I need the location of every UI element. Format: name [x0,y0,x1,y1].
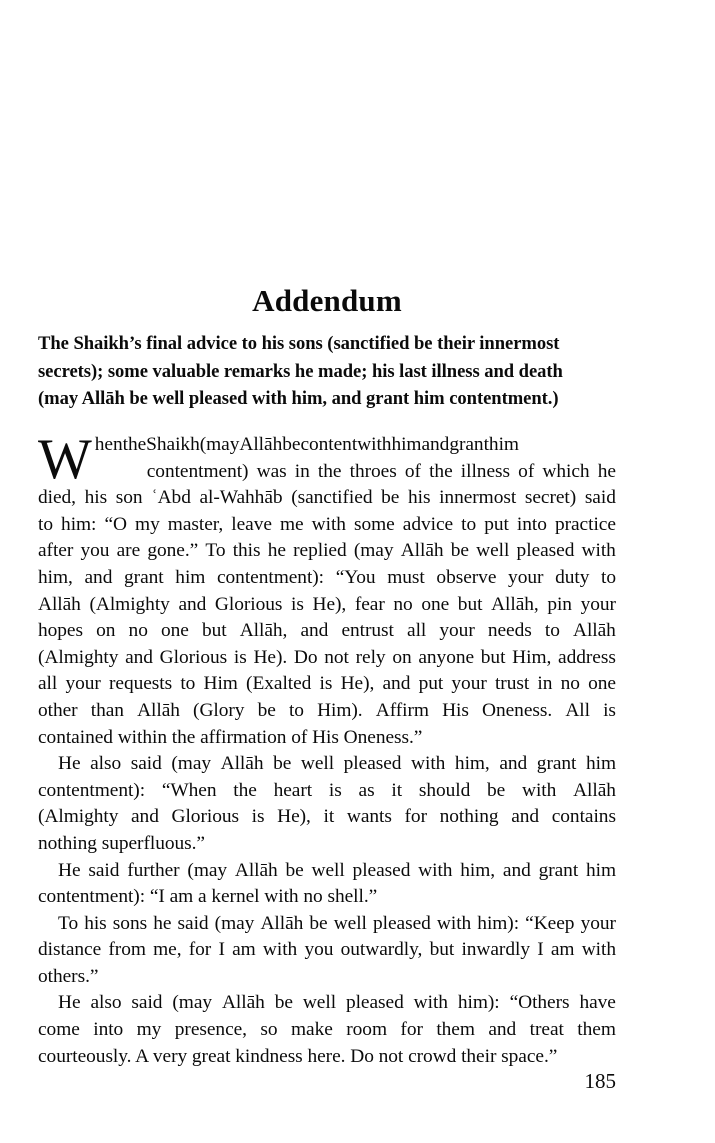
text-line: He also said (may Allāh be well pleased with him, and grant him [58,753,616,775]
text-line: other than Allāh (Glory be to Him). Affirm His Oneness. All is [38,699,616,721]
text-line: (Almighty and Glorious is He). Do not rely on anyone but Him, address [38,646,616,668]
text-line: died, his son ʿAbd al-Wahhāb (sanctified be his innermost secret) said [38,487,616,509]
text-line: come into my presence, so make room for them and treat them [38,1019,616,1041]
subtitle-line: The Shaikh’s final advice to his sons (sanctified be their innermost [38,333,560,354]
text-line: others.” [38,965,99,987]
text-line: distance from me, for I am with you outwardly, but inwardly I am with [38,939,616,961]
paragraph [38,911,616,991]
body-text [38,428,616,1070]
paragraph [38,428,616,751]
text-line: nothing superfluous.” [38,832,205,854]
paragraph [38,990,616,1070]
text-line: To his sons he said (may Allāh be well pleased with him): “Keep your [58,912,616,934]
text-line: hopes on no one but Allāh, and entrust all your needs to Allāh [38,620,616,642]
text-line: Allāh (Almighty and Glorious is He), fear no one but Allāh, pin your [38,593,616,615]
text-line: to him: “O my master, leave me with some advice to put into practice [38,513,616,535]
text-line: He said further (may Allāh be well pleased with him, and grant him [58,859,616,881]
text-line: He also said (may Allāh be well pleased with him): “Others have [58,992,616,1014]
text-line: contentment): “When the heart is as it should be with Allāh [38,779,616,801]
page-number: 185 [584,1069,616,1093]
text-line: hentheShaikh(mayAllāhbecontentwithhimandgranthim [94,434,519,455]
page-title: Addendum [252,283,402,318]
text-line: courteously. A very great kindness here. Do not crowd their space.” [38,1045,558,1067]
text-line: him, and grant him contentment): “You must observe your duty to [38,566,616,588]
drop-cap: W [38,428,92,491]
text-line: after you are gone.” To this he replied (may Allāh be well pleased with [38,540,616,562]
subtitle-line: (may Allāh be well pleased with him, and grant him contentment.) [38,388,559,409]
text-line: all your requests to Him (Exalted is He), and put your trust in no one [38,673,616,695]
text-line: (Almighty and Glorious is He), it wants for nothing and contains [38,806,616,828]
chapter-subtitle [38,330,616,413]
subtitle-line: secrets); some valuable remarks he made; his last illness and death [38,360,563,382]
text-line: contentment): “I am a kernel with no shell.” [38,886,378,908]
text-line: contentment) was in the throes of the illness of which he [146,460,616,482]
paragraph [38,751,616,857]
paragraph [38,858,616,911]
text-line: contained within the affirmation of His Oneness.” [38,726,423,748]
